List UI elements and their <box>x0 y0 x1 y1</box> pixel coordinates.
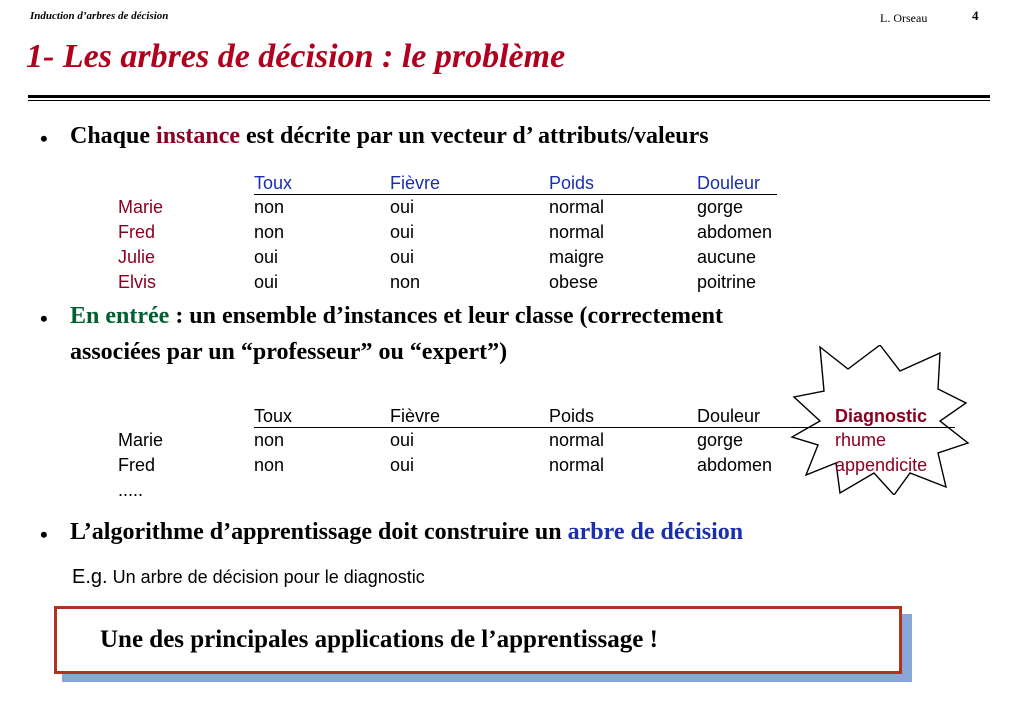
arbre-highlight: arbre de décision <box>567 519 744 545</box>
table-cell <box>697 478 835 503</box>
example-prefix: E.g. <box>72 566 108 588</box>
table-row <box>118 270 777 295</box>
col-fievre: Fièvre <box>390 405 549 428</box>
example-line <box>72 566 425 589</box>
row-name: Marie <box>118 429 164 450</box>
table-cell: oui <box>390 430 415 450</box>
table-header-row <box>118 405 955 428</box>
table-cell: obese <box>549 272 599 292</box>
col-diagnostic: Diagnostic <box>835 405 955 428</box>
bullet-algorithme <box>70 519 743 546</box>
row-name: Fred <box>118 455 156 475</box>
bullet-entree-line1 <box>70 303 723 330</box>
table-cell: oui <box>390 222 415 242</box>
table-cell: oui <box>390 247 415 267</box>
table-cell <box>549 478 697 503</box>
col-douleur: Douleur <box>697 405 835 428</box>
attributes-table <box>118 172 777 295</box>
table-cell <box>390 478 549 503</box>
col-toux: Toux <box>254 405 390 428</box>
table-cell: gorge <box>697 430 744 450</box>
bullet-dot: • <box>40 126 48 151</box>
table-cell: oui <box>254 247 279 267</box>
row-name: Julie <box>118 247 156 267</box>
diagnostic-cell: rhume <box>835 430 887 450</box>
table-cell: maigre <box>549 247 605 267</box>
table-cell: normal <box>549 197 605 217</box>
table-cell: abdomen <box>697 455 773 475</box>
bullet-instance <box>70 123 709 150</box>
table-row <box>118 453 955 478</box>
table-cell: non <box>254 197 285 217</box>
table-cell: poitrine <box>697 272 757 292</box>
table-cell: oui <box>254 272 279 292</box>
table-cell: gorge <box>697 197 744 217</box>
callout-text: Une des principales applications de l’apprentissage ! <box>100 626 658 653</box>
bullet-text: L’algorithme d’apprentissage doit construire un <box>70 519 568 545</box>
training-table <box>118 405 955 503</box>
bullet-entree-line2: associées par un “professeur” ou “expert”) <box>70 339 508 365</box>
bullet-dot: • <box>40 522 48 547</box>
title-rule-thin <box>28 100 990 101</box>
table-row <box>118 195 777 221</box>
title-rule-thick <box>28 95 990 98</box>
table-cell: non <box>254 222 285 242</box>
table-row <box>118 478 955 503</box>
col-fievre: Fièvre <box>390 172 549 195</box>
table-cell: normal <box>549 222 605 242</box>
table-cell: abdomen <box>697 222 773 242</box>
table-cell: oui <box>390 197 415 217</box>
col-douleur: Douleur <box>697 172 777 195</box>
table-cell: aucune <box>697 247 757 267</box>
entree-highlight: En entrée <box>70 303 170 329</box>
row-ellipsis: ..... <box>118 480 144 500</box>
table-header-row <box>118 172 777 195</box>
col-toux: Toux <box>254 172 390 195</box>
table-cell: oui <box>390 455 415 475</box>
col-poids: Poids <box>549 405 697 428</box>
page-number: 4 <box>972 8 979 23</box>
slide-title: 1- Les arbres de décision : le problème <box>26 38 566 75</box>
table-row <box>118 245 777 270</box>
table-row <box>118 220 777 245</box>
instance-highlight: instance <box>156 123 241 149</box>
bullet-dot: • <box>40 306 48 331</box>
bullet-text: Chaque <box>70 123 157 149</box>
bullet-text: : un ensemble d’instances et leur classe (correctement <box>169 303 723 329</box>
example-text: Un arbre de décision pour le diagnostic <box>107 567 425 587</box>
row-name: Marie <box>118 196 164 217</box>
diagnostic-cell: appendicite <box>835 455 928 475</box>
table-cell: non <box>254 455 285 475</box>
col-poids: Poids <box>549 172 697 195</box>
row-name: Fred <box>118 222 156 242</box>
table-cell: non <box>390 272 421 292</box>
header-author: L. Orseau <box>880 11 928 25</box>
table-cell: normal <box>549 455 605 475</box>
table-row <box>118 428 955 454</box>
table-cell <box>254 478 390 503</box>
table-cell: non <box>254 430 285 450</box>
table-cell: normal <box>549 430 605 450</box>
row-name: Elvis <box>118 272 157 292</box>
header-title: Induction d’arbres de décision <box>30 10 169 22</box>
bullet-text: est décrite par un vecteur d’ attributs/valeurs <box>240 123 709 149</box>
table-cell <box>835 478 955 503</box>
